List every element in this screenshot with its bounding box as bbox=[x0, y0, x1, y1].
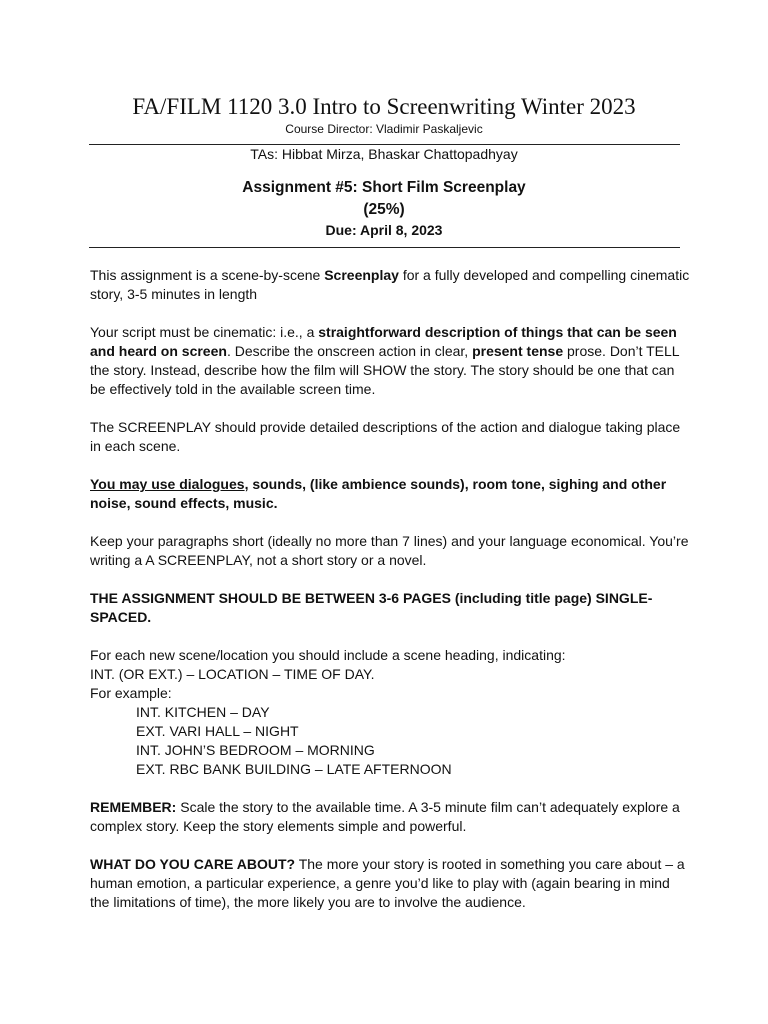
emphasis-dialogues: You may use dialogues bbox=[90, 476, 245, 492]
text: for a fully developed and compelling cinematic story, 3-5 minutes in length bbox=[90, 267, 690, 302]
text: Scale the story to the available time. A 3-5 minute film can’t adequately explore a complex story. Keep the story elements simple and powerful. bbox=[90, 799, 680, 834]
assignment-body bbox=[90, 266, 690, 931]
emphasis-page-count: THE ASSIGNMENT SHOULD BE BETWEEN 3-6 PAGES (including title page) SINGLE-SPACED. bbox=[90, 590, 653, 625]
scene-heading-example: EXT. VARI HALL – NIGHT bbox=[136, 723, 299, 739]
course-title: FA/FILM 1120 3.0 Intro to Screenwriting Winter 2023 bbox=[132, 94, 636, 119]
assignment-weight: (25%) bbox=[363, 201, 405, 218]
paragraph-remember bbox=[90, 798, 690, 836]
scene-heading-example: INT. JOHN’S BEDROOM – MORNING bbox=[136, 742, 375, 758]
paragraph-care-about bbox=[90, 855, 690, 912]
paragraph-overview bbox=[90, 266, 690, 304]
text: The more your story is rooted in something you care about – a human emotion, a particular experience, a genre you’d like to play with (again bearing in mind the limitations of time), the more likely you are to involve the audience. bbox=[90, 856, 685, 910]
course-director: Course Director: Vladimir Paskaljevic bbox=[285, 122, 483, 136]
emphasis-remember: REMEMBER: bbox=[90, 799, 177, 815]
paragraph-length: Keep your paragraphs short (ideally no more than 7 lines) and your language economical. You’re writing a A SCREENPLAY, not a short story or a novel. bbox=[90, 533, 689, 568]
header-rule-bottom bbox=[89, 247, 680, 248]
emphasis-present-tense: present tense bbox=[472, 343, 564, 359]
paragraph-cinematic bbox=[90, 323, 690, 399]
text: Your script must be cinematic: i.e., a bbox=[90, 324, 319, 340]
paragraph-page-count bbox=[90, 589, 690, 627]
emphasis-care-about: WHAT DO YOU CARE ABOUT? bbox=[90, 856, 296, 872]
text: For example: bbox=[90, 685, 172, 701]
text: This assignment is a scene-by-scene bbox=[90, 267, 325, 283]
emphasis-screenplay: Screenplay bbox=[324, 267, 399, 283]
assignment-title: Assignment #5: Short Film Screenplay bbox=[242, 179, 526, 196]
teaching-assistants: TAs: Hibbat Mirza, Bhaskar Chattopadhyay bbox=[250, 146, 518, 162]
scene-heading-example: EXT. RBC BANK BUILDING – LATE AFTERNOON bbox=[136, 761, 452, 777]
text: For each new scene/location you should include a scene heading, indicating: bbox=[90, 647, 566, 663]
text: . Describe the onscreen action in clear, bbox=[226, 343, 473, 359]
paragraph-scene-headings bbox=[90, 646, 690, 779]
assignment-due-date: Due: April 8, 2023 bbox=[325, 222, 443, 238]
paragraph-dialogues bbox=[90, 475, 690, 513]
emphasis-description: straightforward description of things that can be seen and heard on screen bbox=[90, 324, 677, 359]
text: prose. Don’t TELL the story. Instead, describe how the film will SHOW the story. The story should be one that can be effectively told in the available screen time. bbox=[90, 343, 680, 397]
scene-heading-format: INT. (OR EXT.) – LOCATION – TIME OF DAY. bbox=[90, 666, 375, 682]
emphasis-sounds: , sounds, (like ambience sounds), room tone, sighing and other noise, sound effects, music. bbox=[90, 476, 667, 511]
paragraph-screenplay-details: The SCREENPLAY should provide detailed descriptions of the action and dialogue taking place in each scene. bbox=[90, 419, 681, 454]
scene-heading-example: INT. KITCHEN – DAY bbox=[136, 704, 270, 720]
